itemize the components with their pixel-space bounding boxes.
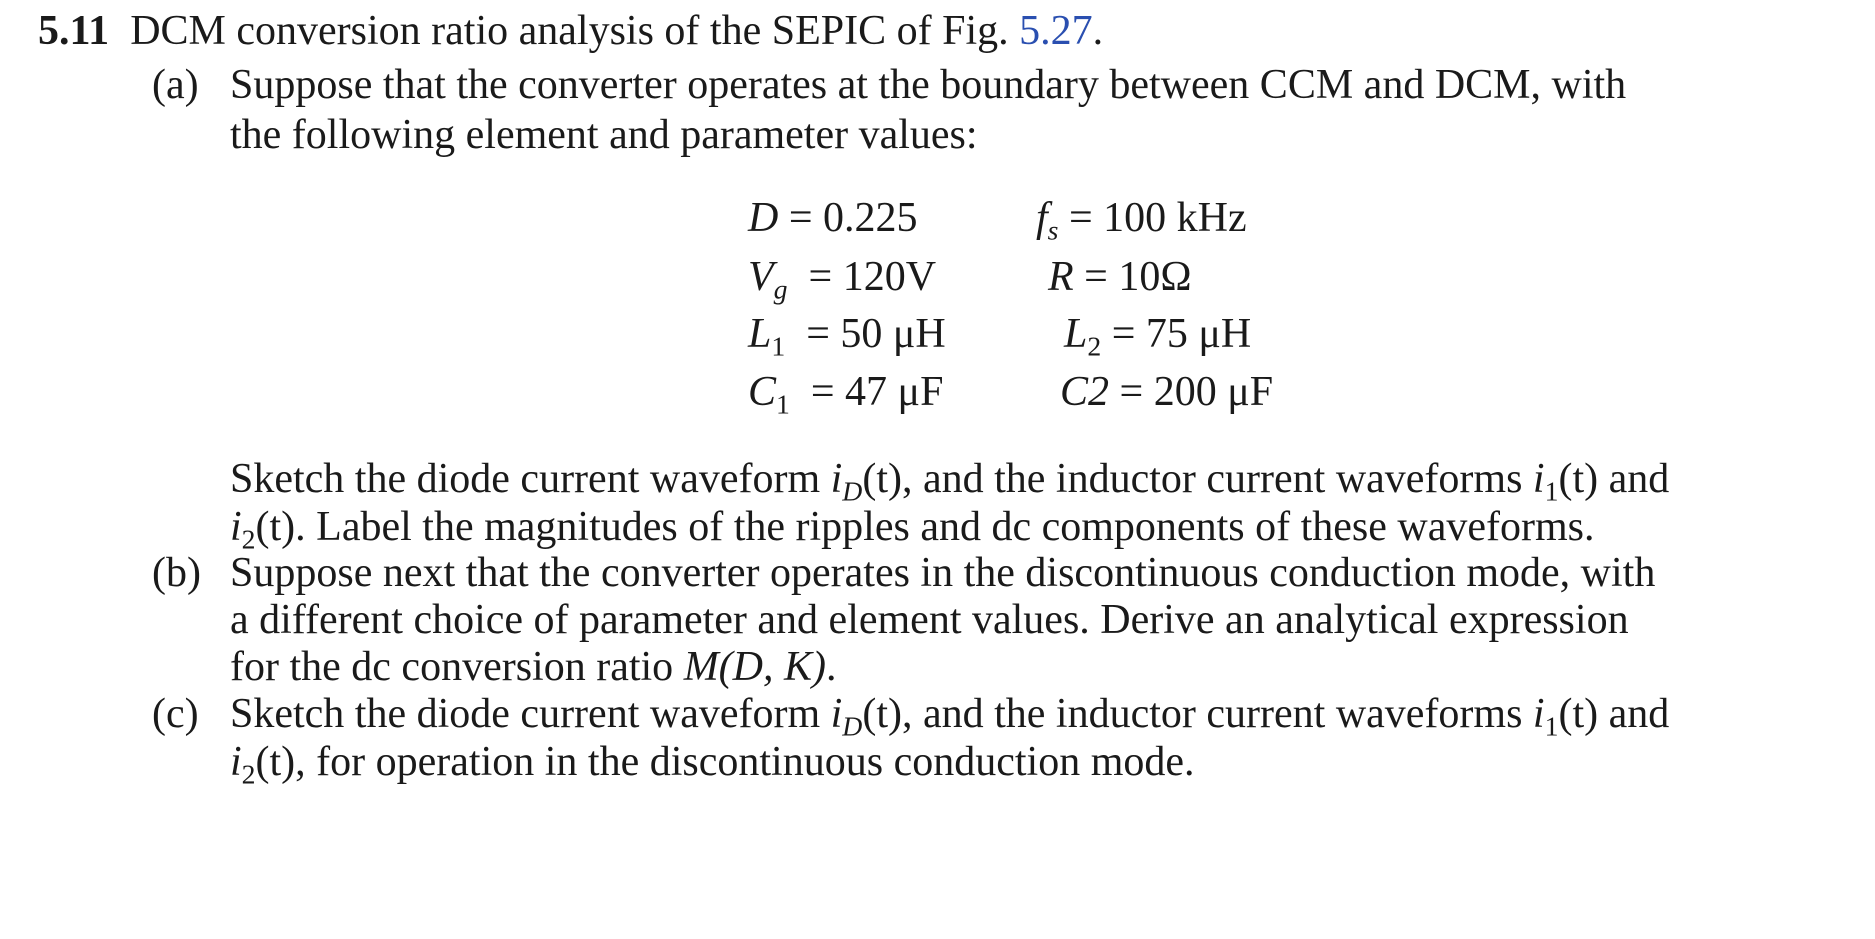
problem-title: DCM conversion ratio analysis of the SEPIC of Fig.: [130, 8, 1009, 54]
param-L1: $L_1 = 50$ μH: [748, 311, 946, 362]
part-a-sketch-line1: Sketch the diode current waveform $i_D(t)$, and the inductor current waveforms $i_1(t)$ and: [230, 456, 1670, 507]
param-Vg: $V_g = 120V$: [748, 254, 937, 305]
part-b-label: (b): [152, 550, 201, 596]
figure-link[interactable]: 5.27: [1019, 8, 1093, 54]
part-a-line1: Suppose that the converter operates at the boundary between CCM and DCM, with: [230, 62, 1627, 108]
part-c-label: (c): [152, 691, 199, 737]
part-c-line2: $i_2(t)$, for operation in the discontinuous conduction mode.: [230, 739, 1195, 790]
title-period: .: [1092, 8, 1104, 54]
param-C2: C2 = 200 μF: [1060, 369, 1274, 415]
part-a-sketch-line2: $i_2(t)$. Label the magnitudes of the ripples and dc components of these waveforms.: [230, 504, 1595, 555]
param-fs: $f_s = 100$ kHz: [1036, 195, 1247, 246]
problem-heading: [38, 10, 1103, 52]
part-b-line2: a different choice of parameter and element values. Derive an analytical expression: [230, 597, 1629, 643]
part-a-label: (a): [152, 62, 199, 108]
part-b-line1: Suppose next that the converter operates in the discontinuous conduction mode, with: [230, 550, 1656, 596]
problem-number: 5.11: [38, 8, 110, 54]
part-b-line3: for the dc conversion ratio M(D, K).: [230, 644, 837, 690]
part-c-line1: Sketch the diode current waveform $i_D(t)$, and the inductor current waveforms $i_1(t)$ and: [230, 691, 1670, 742]
param-R: R = 10Ω: [1048, 254, 1192, 300]
param-C1: $C_1 = 47$ μF: [748, 369, 944, 420]
param-D: D = 0.225: [748, 195, 918, 241]
param-L2: $L_2 = 75$ μH: [1064, 311, 1252, 362]
part-a-line2: the following element and parameter values:: [230, 112, 978, 158]
